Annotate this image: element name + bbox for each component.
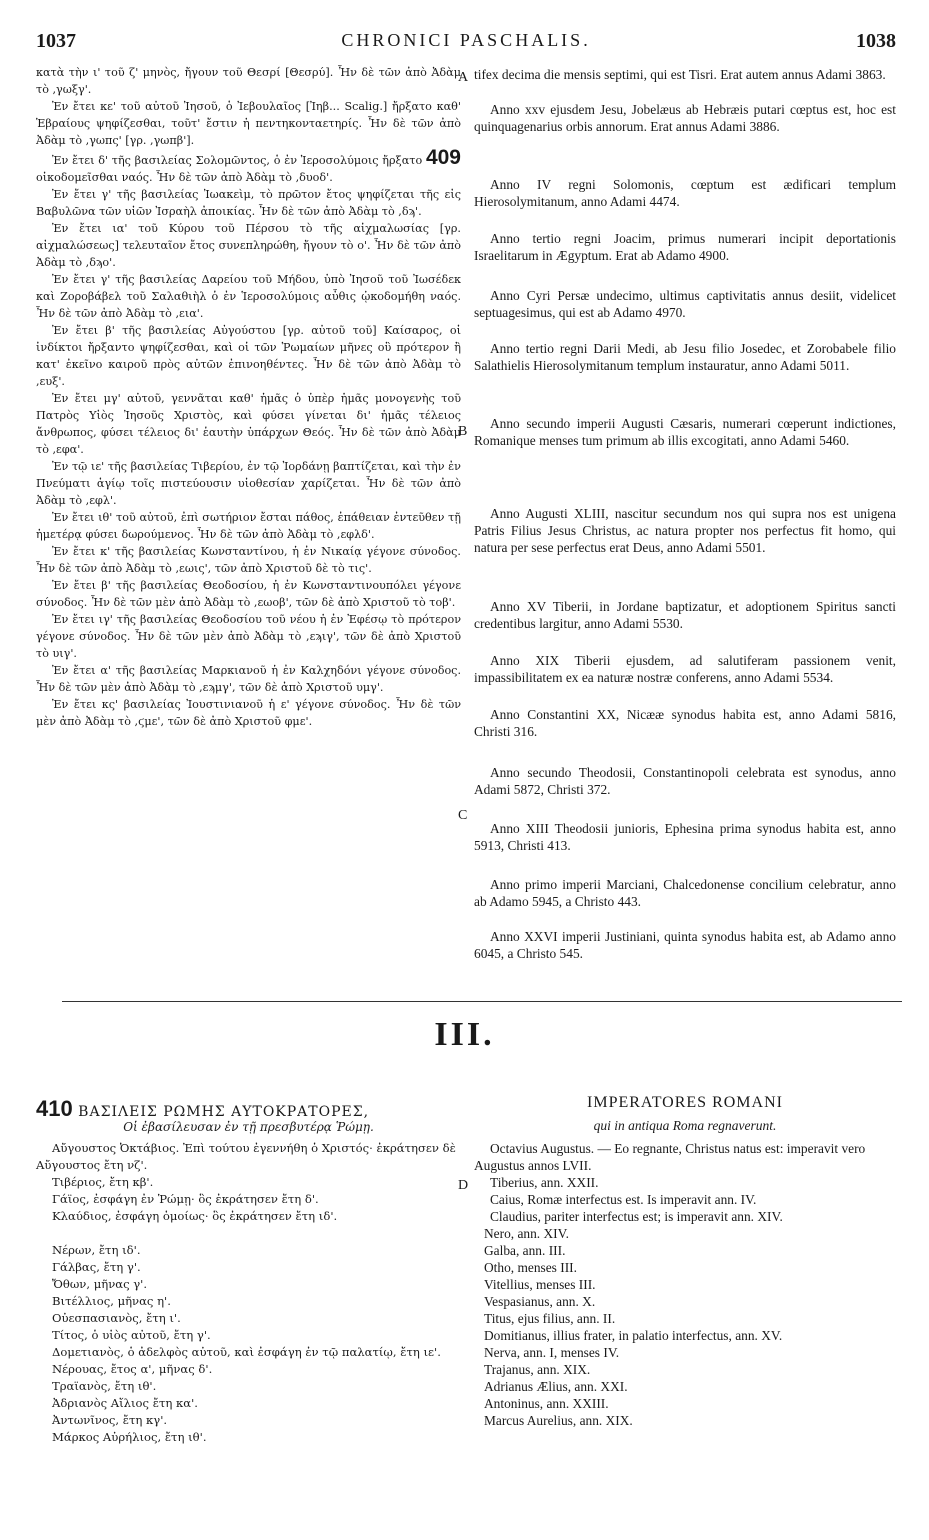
greek-emperor-entry: Ὄθων, μῆνας γ'. bbox=[52, 1277, 148, 1291]
latin-section-title: IMPERATORES ROMANI bbox=[587, 1094, 783, 1111]
latin-paragraph: Anno XIII Theodosii junioris, Ephesina prima synodus habita est, anno 5913, Christi 413. bbox=[474, 821, 896, 853]
greek-emperor-entry: Τραϊανὸς, ἔτη ιθ'. bbox=[52, 1379, 157, 1393]
greek-paragraph: Ἐν ἔτει κε' τοῦ αὐτοῦ Ἰησοῦ, ὁ Ἰεβουλαῖος [Ἰηβ... Scalig.] ἤρξατο καθ' Ἑβραίους ψηφίζεσθαι, τοῦτ' ἔστιν ἡ πεντηκονταετηρίς. Ἦν δὲ τῶν ἀπὸ Ἀδὰμ τὸ ,γωπς' [γρ. ,γωπβ']. bbox=[36, 100, 461, 147]
greek-paragraph: Ἐν ἔτει μγ' αὐτοῦ, γεννᾶται καθ' ἡμᾶς ὁ ὑπὲρ ἡμᾶς μονογενὴς τοῦ Πατρὸς Υἱὸς Ἰησοῦς Χριστὸς, καὶ φύσει γίνεται δι' ἡμᾶς τέλειος ἄνθρωπος, φύσει τέλειος δι' ἑαυτὴν ὑπάρχων Θεός. Ἦν δὲ τῶν ἀπὸ Ἀδὰμ τὸ ,εφα'. bbox=[36, 392, 461, 456]
column-number: 409 bbox=[425, 146, 461, 169]
margin-marker-d: D bbox=[458, 1178, 469, 1193]
section-number: III. bbox=[434, 1016, 495, 1053]
greek-emperor-entry: Βιτέλλιος, μῆνας η'. bbox=[52, 1294, 171, 1308]
greek-emperor-entry: Νέρουας, ἔτος α', μῆνας δ'. bbox=[52, 1362, 213, 1376]
latin-emperor-entry: Galba, ann. III. bbox=[484, 1243, 566, 1258]
latin-paragraph: Anno IV regni Solomonis, cœptum est ædificari templum Hierosolymitanum, anno Adami 4474. bbox=[474, 177, 896, 209]
latin-paragraph: Anno XXVI imperii Justiniani, quinta synodus habita est, ab Adamo anno 6045, a Christo 545. bbox=[474, 929, 896, 961]
latin-emperor-entry: Antoninus, ann. XXIII. bbox=[484, 1396, 609, 1411]
greek-emperor-entry: Μάρκος Αὐρήλιος, ἔτη ιθ'. bbox=[52, 1430, 207, 1444]
greek-column-top bbox=[36, 64, 461, 730]
greek-paragraph: Ἐν ἔτει κ' τῆς βασιλείας Κωνσταντίνου, ἡ ἐν Νικαίᾳ γέγονε σύνοδος. Ἦν δὲ τῶν ἀπὸ Ἀδὰμ τὸ ,εωις', τῶν ἀπὸ Χριστοῦ δὲ τὸ τις'. bbox=[36, 545, 461, 575]
latin-emperor-entry: Trajanus, ann. XIX. bbox=[484, 1362, 591, 1377]
greek-paragraph: Ἐν ἔτει ια' τοῦ Κύρου τοῦ Πέρσου τὸ τῆς αἰχμαλωσίας [γρ. αἰχμαλώσεως] τελευταῖον ἔτος συνεπληρώθη, ἤγουν τὸ ο'. Ἦν δὲ τῶν ἀπὸ Ἀδὰμ τὸ ,δϡο'. bbox=[36, 222, 461, 269]
latin-emperor-entry: Octavius Augustus. — Eo regnante, Christus natus est: imperavit vero Augustus annos LVII. bbox=[474, 1141, 866, 1173]
latin-emperor-entry: Vespasianus, ann. X. bbox=[484, 1294, 596, 1309]
greek-section-title bbox=[36, 1096, 476, 1122]
page-header bbox=[36, 30, 896, 56]
latin-paragraph: Anno xxv ejusdem Jesu, Jobelæus ab Hebræis putari cœptus est, hoc est quinquagenarius orbis annorum. Erat annus Adami 3886. bbox=[474, 102, 896, 134]
latin-paragraph: Anno Augusti XLIII, nascitur secundum nos qui supra nos est unigena Patris Filius Jesus Christus, ac natura propter nos perfectus fit homo, qui natura per sese perfectus erat Deus, anno Adami 5501. bbox=[474, 506, 896, 555]
latin-emperor-entry: Domitianus, illius frater, in palatio interfectus, ann. XV. bbox=[484, 1328, 783, 1343]
latin-emperor-entry: Claudius, pariter interfectus est; is imperavit ann. XIV. bbox=[490, 1209, 783, 1224]
latin-emperor-entry: Vitellius, menses III. bbox=[484, 1277, 596, 1292]
greek-paragraph: Ἐν ἔτει ιγ' τῆς βασιλείας Θεοδοσίου τοῦ νέου ἡ ἐν Ἐφέσῳ τὸ πρότερον γέγονε σύνοδος. Ἦν δὲ τῶν μὲν ἀπὸ Ἀδὰμ τὸ ,εϡιγ', τῶν δὲ ἀπὸ Χριστοῦ τὸ υιγ'. bbox=[36, 613, 461, 660]
greek-paragraph: Ἐν ἔτει γ' τῆς βασιλείας Δαρείου τοῦ Μήδου, ὑπὸ Ἰησοῦ τοῦ Ἰωσέδεκ καὶ Ζοροβάβελ τοῦ Σαλαθιὴλ ὁ ἐν Ἱεροσολύμοις αὖθις ᾠκοδομήθη ναός. Ἦν δὲ τῶν ἀπὸ Ἀδὰμ τὸ ,εια'. bbox=[36, 273, 461, 320]
latin-paragraph: Anno secundo imperii Augusti Cæsaris, numerari cœperunt indictiones, Romanique menses tum primum ab illis excogitati, anno Adami 5460. bbox=[474, 416, 896, 448]
greek-emperor-entry: Γάλβας, ἔτη γ'. bbox=[52, 1260, 141, 1274]
greek-emperor-entry: Κλαύδιος, ἐσφάγη ὁμοίως· ὃς ἐκράτησεν ἔτη ιδ'. bbox=[52, 1209, 338, 1223]
latin-paragraph: Anno tertio regni Joacim, primus numerari incipit deportationis Israelitarum in Ægyptum. Erat ab Adamo 4900. bbox=[474, 231, 896, 263]
greek-title-text: ΒΑΣΙΛΕΙΣ ΡΩΜΗΣ ΑΥΤΟΚΡΑΤΟΡΕΣ, bbox=[78, 1104, 370, 1120]
latin-emperor-entry: Caius, Romæ interfectus est. Is imperavit ann. IV. bbox=[490, 1192, 757, 1207]
greek-emperor-entry: Τιβέριος, ἔτη κβ'. bbox=[52, 1175, 154, 1189]
latin-emperor-entry: Nerva, ann. I, menses IV. bbox=[484, 1345, 620, 1360]
greek-emperor-entry: Οὐεσπασιανὸς, ἔτη ι'. bbox=[52, 1311, 181, 1325]
column-number: 410 bbox=[36, 1096, 73, 1121]
latin-paragraph: Anno Cyri Persæ undecimo, ultimus captivitatis annus desiit, videlicet septuagesimus, qui est ab Adamo 4970. bbox=[474, 288, 896, 320]
latin-section-subtitle: qui in antiqua Roma regnaverunt. bbox=[593, 1118, 777, 1133]
latin-paragraph: Anno primo imperii Marciani, Chalcedonense concilium celebratur, anno ab Adamo 5945, a Christo 443. bbox=[474, 877, 896, 909]
greek-paragraph: Ἐν ἔτει δ' τῆς βασιλείας Σολομῶντος, ὁ ἐν Ἱεροσολύμοις ἤρξατο 409 οἰκοδομεῖσθαι ναός. Ἦν δὲ τῶν ἀπὸ Ἀδὰμ τὸ ,δυοδ'. bbox=[36, 146, 461, 184]
greek-paragraph: Ἐν ἔτει β' τῆς βασιλείας Θεοδοσίου, ἡ ἐν Κωνσταντινουπόλει γέγονε σύνοδος. Ἦν δὲ τῶν μὲν ἀπὸ Ἀδὰμ τὸ ,εωοβ', τῶν δὲ ἀπὸ Χριστοῦ τὸ τοβ'. bbox=[36, 579, 461, 609]
greek-emperor-entry: Τίτος, ὁ υἱὸς αὐτοῦ, ἔτη γ'. bbox=[52, 1328, 211, 1342]
section-divider bbox=[62, 1001, 902, 1002]
latin-paragraph: Anno XIX Tiberii ejusdem, ad salutiferam passionem venit, impassibilitatem ex ea naturæ nostræ conferens, anno Adami 5534. bbox=[474, 653, 896, 685]
greek-paragraph: Ἐν τῷ ιε' τῆς βασιλείας Τιβερίου, ἐν τῷ Ἰορδάνῃ βαπτίζεται, καὶ τὴν ἐν Πνεύματι ἁγίῳ τοῖς πιστεύουσιν υἱοθεσίαν χαρίζεται. Ἦν δὲ τῶν ἀπὸ Ἀδὰμ τὸ ,εφλ'. bbox=[36, 460, 461, 507]
greek-emperor-entry: Ἀντωνῖνος, ἔτη κγ'. bbox=[52, 1413, 168, 1427]
latin-emperor-entry: Otho, menses III. bbox=[484, 1260, 577, 1275]
running-head: CHRONICI PASCHALIS. bbox=[341, 30, 591, 50]
greek-paragraph: Ἐν ἔτει κς' βασιλείας Ἰουστινιανοῦ ἡ ε' γέγονε σύνοδος. Ἦν δὲ τῶν μὲν ἀπὸ Ἀδὰμ τὸ ,ϛμε', τῶν δὲ ἀπὸ Χριστοῦ φμε'. bbox=[36, 698, 461, 728]
latin-paragraph: Anno Constantini XX, Nicææ synodus habita est, anno Adami 5816, Christi 316. bbox=[474, 707, 896, 739]
latin-emperor-entry: Titus, ejus filius, ann. II. bbox=[484, 1311, 616, 1326]
latin-emperor-entry: Tiberius, ann. XXII. bbox=[490, 1175, 599, 1190]
greek-emperor-entry: Γάϊος, ἐσφάγη ἐν Ῥώμῃ· ὃς ἐκράτησεν ἔτη δ'. bbox=[52, 1192, 319, 1206]
greek-paragraph: κατὰ τὴν ι' τοῦ ζ' μηνὸς, ἤγουν τοῦ Θεσρί [Θεσρύ]. Ἦν δὲ τῶν ἀπὸ Ἀδὰμ τὸ ,γωξγ'. bbox=[36, 66, 461, 96]
page-number-right: 1038 bbox=[856, 30, 896, 52]
greek-emperor-entry: Δομετιανὸς, ὁ ἀδελφὸς αὐτοῦ, καὶ ἐσφάγη ἐν τῷ παλατίῳ, ἔτη ιε'. bbox=[52, 1345, 441, 1359]
page-number-left: 1037 bbox=[36, 30, 76, 52]
greek-paragraph: Ἐν ἔτει γ' τῆς βασιλείας Ἰωακεὶμ, τὸ πρῶτον ἔτος ψηφίζεται τῆς εἰς Βαβυλῶνα τῶν υἱῶν Ἰσραὴλ ἀποικίας. Ἦν δὲ τῶν ἀπὸ Ἀδὰμ τὸ ,δϡ'. bbox=[36, 188, 461, 218]
greek-paragraph: Ἐν ἔτει α' τῆς βασιλείας Μαρκιανοῦ ἡ ἐν Καλχηδόνι γέγονε σύνοδος. Ἦν δὲ τῶν μὲν ἀπὸ Ἀδὰμ τὸ ,εϡμγ', τῶν δὲ ἀπὸ Χριστοῦ υμγ'. bbox=[36, 664, 461, 694]
greek-emperor-entry: Αὔγουστος Ὀκτάβιος. Ἐπὶ τούτου ἐγεννήθη ὁ Χριστός· ἐκράτησεν δὲ Αὔγουστος ἔτη νζ'. bbox=[36, 1141, 456, 1172]
latin-paragraph: Anno secundo Theodosii, Constantinopoli celebrata est synodus, anno Adami 5872, Christi 372. bbox=[474, 765, 896, 797]
margin-marker-a: A bbox=[458, 70, 469, 85]
latin-emperor-entry: Marcus Aurelius, ann. XIX. bbox=[484, 1413, 633, 1428]
greek-paragraph: Ἐν ἔτει β' τῆς βασιλείας Αὐγούστου [γρ. αὐτοῦ τοῦ] Καίσαρος, οἱ ἰνδίκτοι ἤρξαντο ψηφίζεσθαι, καὶ οἱ τῶν Ῥωμαίων μῆνες οὓ πρότερον ἢ κατ' ἐκεῖνο καιροῦ πρὸς αὐτῶν ἐπινοηθέντες. Ἦν δὲ τῶν ἀπὸ Ἀδὰμ τὸ ,ευξ'. bbox=[36, 324, 461, 388]
greek-emperor-list bbox=[36, 1140, 461, 1446]
latin-emperor-list bbox=[474, 1140, 896, 1429]
greek-emperor-entry: Ἀδριανὸς Αἴλιος ἔτη κα'. bbox=[52, 1396, 198, 1410]
greek-emperor-entry: Νέρων, ἔτη ιδ'. bbox=[52, 1243, 141, 1257]
latin-emperor-entry: Adrianus Ælius, ann. XXI. bbox=[484, 1379, 628, 1394]
margin-marker-b: B bbox=[458, 424, 468, 439]
greek-section-subtitle: Οἱ ἐβασίλευσαν ἐν τῇ πρεσβυτέρᾳ Ῥώμῃ. bbox=[123, 1120, 374, 1134]
margin-marker-c: C bbox=[458, 808, 468, 823]
greek-paragraph: Ἐν ἔτει ιθ' τοῦ αὐτοῦ, ἐπὶ σωτήριον ἔσται πάθος, ἐπάθειαν ἐντεῦθεν τῇ ἡμετέρᾳ φύσει δωρούμενος. Ἦν δὲ τῶν ἀπὸ Ἀδὰμ τὸ ,εφλδ'. bbox=[36, 511, 461, 541]
latin-paragraph: Anno XV Tiberii, in Jordane baptizatur, et adoptionem Spiritus sancti credentibus largitur, anno Adami 5530. bbox=[474, 599, 896, 631]
latin-paragraph: Anno tertio regni Darii Medi, ab Jesu filio Josedec, et Zorobabele filio Salathielis Hierosolymitanum templum instauratur, anno Adami 5011. bbox=[474, 341, 896, 373]
latin-paragraph: tifex decima die mensis septimi, qui est Tisri. Erat autem annus Adami 3863. bbox=[474, 67, 886, 82]
latin-emperor-entry: Nero, ann. XIV. bbox=[484, 1226, 569, 1241]
